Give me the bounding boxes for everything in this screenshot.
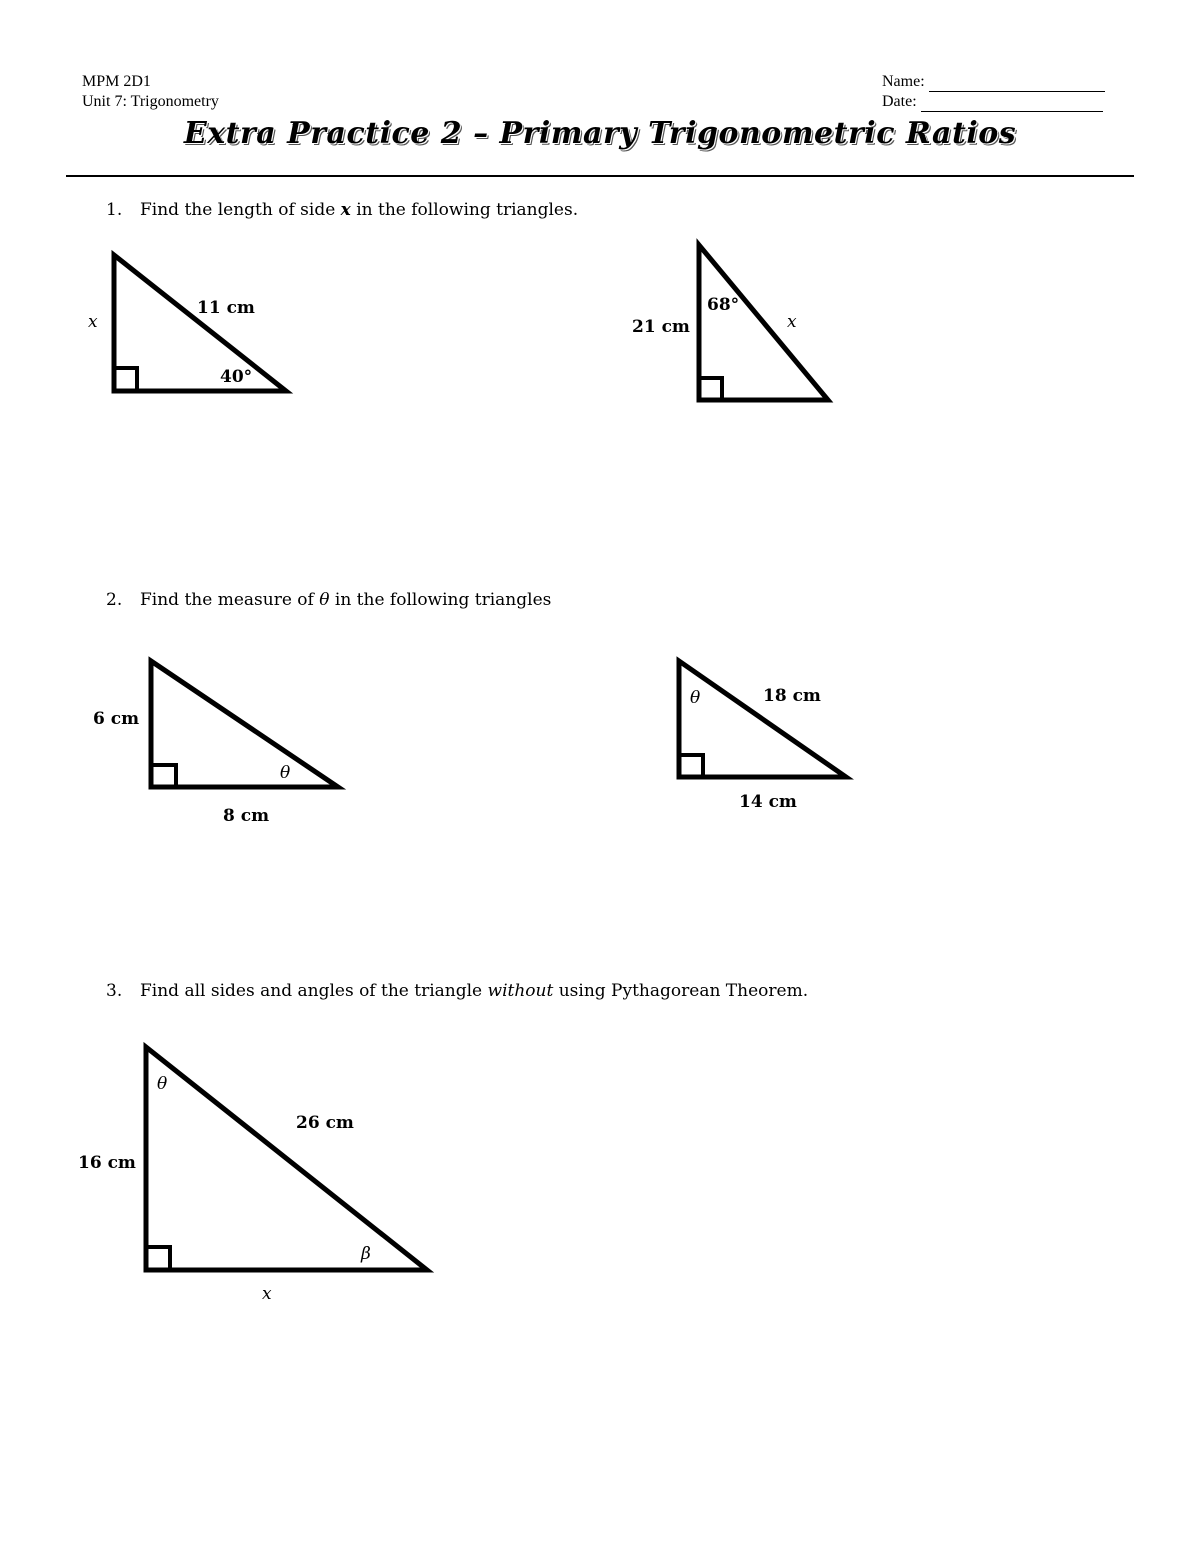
label-angle: 68° xyxy=(707,295,740,315)
label-base-x: x xyxy=(262,1284,272,1304)
label-side-x: x xyxy=(88,312,98,332)
question-text-before: Find all sides and angles of the triangle xyxy=(140,981,488,1001)
label-hypotenuse-x: x xyxy=(787,312,797,332)
label-angle: 40° xyxy=(220,367,253,387)
question-text-before: Find the length of side xyxy=(140,200,341,220)
label-hypotenuse: 18 cm xyxy=(763,686,821,706)
label-hypotenuse: 26 cm xyxy=(296,1113,354,1133)
label-side: 16 cm xyxy=(78,1153,136,1173)
label-angle-theta: θ xyxy=(157,1074,168,1094)
right-angle-marker xyxy=(151,765,176,787)
label-base: 14 cm xyxy=(739,792,797,812)
date-label: Date: xyxy=(882,93,917,110)
question-number: 1. xyxy=(106,200,123,220)
unit-label-text: Unit 7: Trigonometry xyxy=(82,93,219,110)
question-text-after: using Pythagorean Theorem. xyxy=(553,981,809,1001)
name-label: Name: xyxy=(882,73,925,90)
question-variable: θ xyxy=(319,590,330,610)
triangle-q3 xyxy=(146,1047,427,1270)
label-angle-beta: β xyxy=(361,1244,371,1264)
right-angle-marker xyxy=(146,1247,170,1270)
label-base: 8 cm xyxy=(223,806,270,826)
right-angle-marker xyxy=(114,368,137,391)
question-text-after: in the following triangles. xyxy=(350,200,579,220)
right-angle-marker xyxy=(679,755,703,777)
right-angle-marker xyxy=(699,378,722,400)
course-code-text: MPM 2D1 xyxy=(82,73,151,90)
label-angle-theta: θ xyxy=(280,763,291,783)
question-emphasis: without xyxy=(487,981,554,1001)
label-side: 21 cm xyxy=(632,317,690,337)
label-hypotenuse: 11 cm xyxy=(197,298,255,318)
question-text-before: Find the measure of xyxy=(140,590,320,610)
question-number: 3. xyxy=(106,981,123,1001)
triangle-q2a xyxy=(151,661,338,787)
triangle-q1a xyxy=(114,255,286,391)
question-variable: x xyxy=(340,200,351,220)
worksheet-title: Extra Practice 2 – Primary Trigonometric Ratios xyxy=(183,116,1017,151)
question-number: 2. xyxy=(106,590,123,610)
question-text-after: in the following triangles xyxy=(329,590,552,610)
label-angle-theta: θ xyxy=(690,688,701,708)
label-side: 6 cm xyxy=(93,709,140,729)
